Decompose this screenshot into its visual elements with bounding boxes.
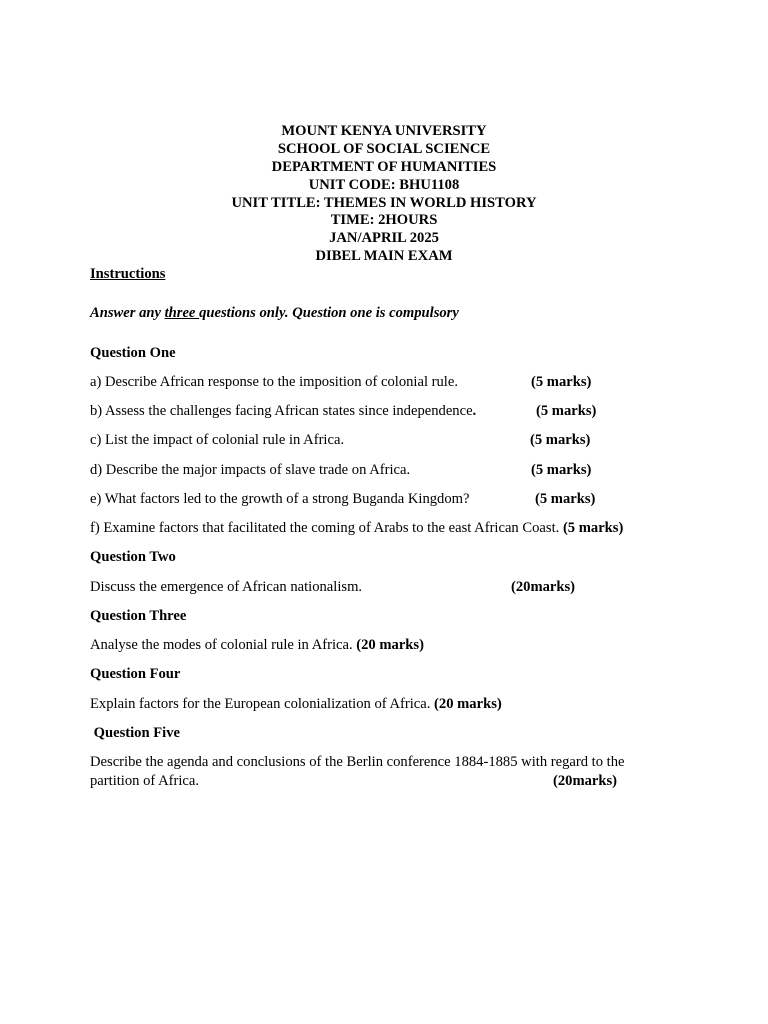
question-one-item-d-marks: (5 marks) xyxy=(531,462,592,478)
question-one-item-b-dot: . xyxy=(472,403,477,419)
question-three-text: Analyse the modes of colonial rule in Africa. xyxy=(90,637,353,653)
university-name: MOUNT KENYA UNIVERSITY xyxy=(281,123,487,139)
unit-code: UNIT CODE: BHU1108 xyxy=(308,177,460,193)
question-one-item-e: e) What factors led to the growth of a strong Buganda Kingdom? xyxy=(90,491,470,507)
instructions-text xyxy=(90,304,459,322)
instructions-text-before: Answer any xyxy=(90,305,165,321)
question-two-text: Discuss the emergence of African nationalism. xyxy=(90,579,363,595)
unit-title: UNIT TITLE: THEMES IN WORLD HISTORY xyxy=(231,195,537,211)
school-name: SCHOOL OF SOCIAL SCIENCE xyxy=(277,141,491,157)
question-one-item-f xyxy=(90,519,623,537)
exam-time: TIME: 2HOURS xyxy=(330,212,438,228)
question-four-marks: (20 marks) xyxy=(434,696,502,712)
question-two-marks: (20marks) xyxy=(511,579,576,595)
department-name: DEPARTMENT OF HUMANITIES xyxy=(271,159,497,175)
question-one-item-b xyxy=(90,402,476,420)
question-one-item-c-marks: (5 marks) xyxy=(530,432,591,448)
question-four-heading: Question Four xyxy=(90,666,181,682)
question-five-marks: (20marks) xyxy=(553,773,618,789)
question-one-item-a-marks: (5 marks) xyxy=(531,374,592,390)
question-one-item-b-text: b) Assess the challenges facing African states since independence xyxy=(90,403,473,419)
question-one-item-f-marks: (5 marks) xyxy=(562,520,624,536)
exam-type: DIBEL MAIN EXAM xyxy=(315,248,453,264)
question-five-text-line2: partition of Africa. xyxy=(90,773,200,789)
question-one-item-a: a) Describe African response to the imposition of colonial rule. xyxy=(90,374,458,390)
question-three-line xyxy=(90,636,424,654)
question-one-heading: Question One xyxy=(90,345,176,361)
exam-period: JAN/APRIL 2025 xyxy=(329,230,439,246)
question-one-item-f-text: f) Examine factors that facilitated the coming of Arabs to the east African Coast. xyxy=(90,520,560,536)
instructions-text-after: questions only. Question one is compulsory xyxy=(199,305,459,321)
instructions-heading: Instructions xyxy=(90,266,166,282)
question-five-text-line1: Describe the agenda and conclusions of the Berlin conference 1884-1885 with regard to the xyxy=(90,754,625,770)
question-one-item-e-marks: (5 marks) xyxy=(535,491,596,507)
question-two-heading: Question Two xyxy=(90,549,176,565)
question-five-heading: Question Five xyxy=(90,725,180,741)
question-one-item-c: c) List the impact of colonial rule in Africa. xyxy=(90,432,345,448)
question-three-heading: Question Three xyxy=(90,608,187,624)
question-four-line xyxy=(90,695,502,713)
question-one-item-d: d) Describe the major impacts of slave trade on Africa. xyxy=(90,462,411,478)
question-three-marks: (20 marks) xyxy=(356,637,424,653)
question-four-text: Explain factors for the European colonialization of Africa. xyxy=(90,696,431,712)
question-one-item-b-marks: (5 marks) xyxy=(536,403,597,419)
instructions-text-underlined: three xyxy=(164,305,200,321)
